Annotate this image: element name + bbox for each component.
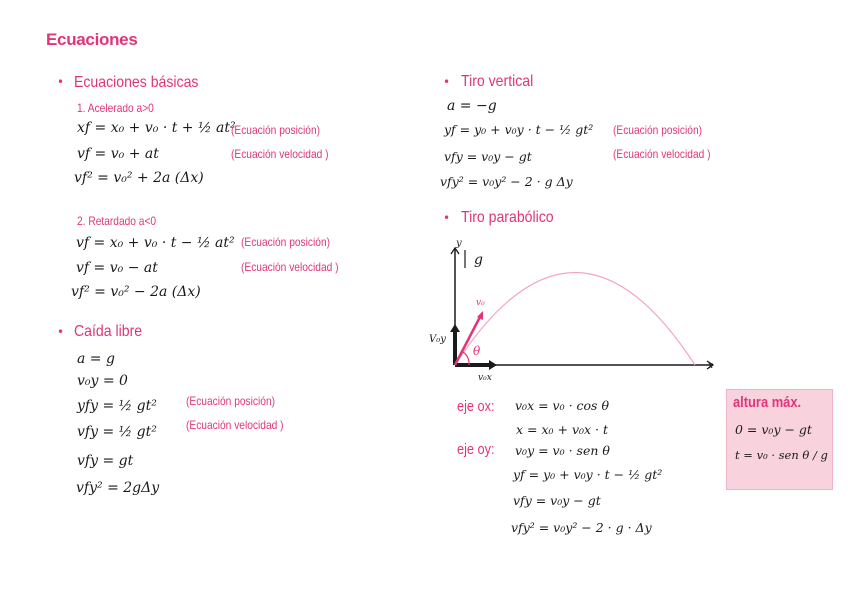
diagram-g-label: g <box>474 252 483 268</box>
eq-oy-v0y: v₀y = v₀ · sen θ <box>515 443 610 458</box>
max-height-heading: altura máx. <box>733 394 802 411</box>
bullet-icon: • <box>443 211 451 225</box>
trajectory-diagram <box>425 240 725 385</box>
eq-max-t: t = v₀ · sen θ / g <box>735 448 828 462</box>
eq-oy-velocity-sq: vfy² = v₀y² − 2 · g · Δy <box>511 520 652 535</box>
label-decelerated: 2. Retardado a<0 <box>77 214 157 228</box>
diagram-v0-label: v₀ <box>476 298 485 308</box>
note-dec-velocity: (Ecuación velocidad ) <box>241 260 339 274</box>
note-dec-position: (Ecuación posición) <box>241 235 331 249</box>
note-acc-position: (Ecuación posición) <box>231 123 321 137</box>
heading-free-fall: Caída libre <box>74 323 143 340</box>
eq-ff-velocity: vfy = ½ gt² <box>77 424 157 440</box>
heading-basic: Ecuaciones básicas <box>74 74 199 91</box>
note-ff-velocity: (Ecuación velocidad ) <box>186 418 284 432</box>
diagram-x-label: x <box>708 361 714 371</box>
trajectory-curve <box>455 273 695 366</box>
eq-acc-position: xf = x₀ + v₀ · t + ½ at² <box>77 120 236 136</box>
eq-ff-position: yfy = ½ gt² <box>77 398 157 414</box>
diagram-angle-label: θ <box>473 344 481 358</box>
v0y-arrowhead <box>450 324 460 332</box>
eq-v-position: yf = y₀ + v₀y · t − ½ gt² <box>444 122 594 137</box>
eq-ox-v0x: v₀x = v₀ · cos θ <box>515 398 609 413</box>
note-acc-velocity: (Ecuación velocidad ) <box>231 147 329 161</box>
page-title: Ecuaciones <box>46 30 138 49</box>
diagram-v0x-label: v₀x <box>478 373 492 383</box>
bullet-icon: • <box>443 75 451 89</box>
note-ff-position: (Ecuación posición) <box>186 394 276 408</box>
eq-ff-a: a = g <box>77 351 115 367</box>
diagram-v0y-label: V₀y <box>429 334 446 345</box>
eq-acc-velocity-sq: vf² = v₀² + 2a (Δx) <box>74 170 204 186</box>
bullet-icon: • <box>57 75 65 89</box>
eq-v-velocity-sq: vfy² = v₀y² − 2 · g Δy <box>440 174 573 189</box>
label-accelerated: 1. Acelerado a>0 <box>77 101 154 115</box>
note-v-velocity: (Ecuación velocidad ) <box>613 147 711 161</box>
diagram-y-label: y <box>456 238 462 249</box>
eq-acc-velocity: vf = v₀ + at <box>77 146 159 162</box>
eq-ff-vfy: vfy = gt <box>77 453 134 469</box>
label-eje-ox: eje ox: <box>457 398 495 415</box>
eq-v-velocity: vfy = v₀y − gt <box>444 149 532 164</box>
eq-ff-vfy-sq: vfy² = 2gΔy <box>76 480 160 496</box>
v0x-arrowhead <box>489 360 497 370</box>
heading-vertical: Tiro vertical <box>461 73 534 90</box>
eq-ox-x: x = x₀ + v₀x · t <box>516 422 609 437</box>
eq-v-a: a = −g <box>447 98 497 114</box>
eq-ff-v0y: v₀y = 0 <box>77 373 128 389</box>
eq-dec-velocity: vf = v₀ − at <box>76 260 158 276</box>
eq-oy-position: yf = y₀ + v₀y · t − ½ gt² <box>513 467 663 482</box>
eq-dec-position: vf = x₀ + v₀ · t − ½ at² <box>76 235 235 251</box>
bullet-icon: • <box>57 325 65 339</box>
eq-max-0: 0 = v₀y − gt <box>735 422 812 437</box>
eq-oy-velocity: vfy = v₀y − gt <box>513 493 601 508</box>
eq-dec-velocity-sq: vf² = v₀² − 2a (Δx) <box>71 284 201 300</box>
label-eje-oy: eje oy: <box>457 441 495 458</box>
note-v-position: (Ecuación posición) <box>613 123 703 137</box>
heading-parabolic: Tiro parabólico <box>461 209 554 226</box>
